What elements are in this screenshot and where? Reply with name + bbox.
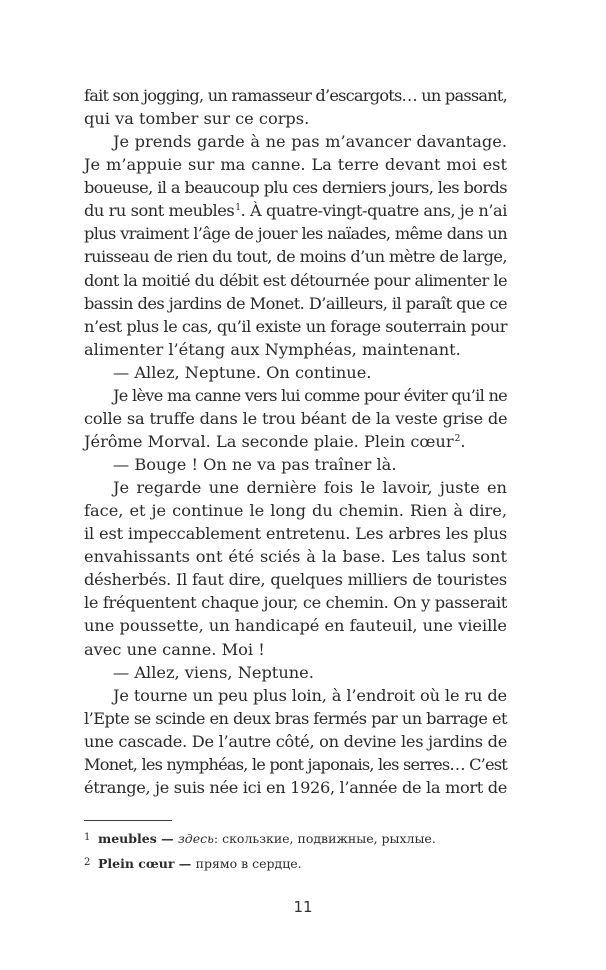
line-text: une cascade. De l’autre côté, on devine les jardins de	[84, 731, 507, 751]
line-text: Je m’appuie sur ma canne. La terre devant moi est	[84, 155, 507, 175]
line-text: boueuse, il a beaucoup plu ces derniers jours, les bords	[84, 178, 507, 198]
line-text: Jérôme Morval. La seconde plaie. Plein cœur	[84, 431, 454, 451]
text-line	[84, 315, 507, 338]
page-number: 11	[293, 898, 313, 916]
text-line	[84, 730, 507, 753]
line-text: Je lève ma canne vers lui comme pour éviter qu’il ne	[113, 385, 507, 405]
line-text: le fréquentent chaque jour, ce chemin. On y passerait	[84, 593, 507, 613]
text-line	[84, 130, 507, 153]
text-line	[84, 499, 507, 522]
line-text: ruisseau de rien du tout, de moins d’un mètre de large,	[84, 247, 507, 267]
line-text: — Bouge ! On ne va pas traîner là.	[113, 455, 397, 474]
footnote-rule	[84, 820, 172, 821]
line-text: une poussette, un handicapé en fauteuil, une vieille	[84, 616, 507, 636]
footnote	[84, 826, 524, 851]
text-line	[84, 661, 507, 684]
line-text: — Allez, Neptune. On continue.	[113, 362, 372, 382]
text-line	[84, 568, 507, 591]
text-line	[84, 453, 507, 476]
text-line	[84, 107, 507, 130]
text-line	[84, 361, 507, 384]
text-line	[84, 292, 507, 315]
text-line	[84, 638, 507, 661]
line-text-after-footnote: . À quatre-vingt-quatre ans, je n’ai	[240, 201, 507, 221]
text-line	[84, 176, 507, 199]
line-text: Je regarde une dernière fois le lavoir, juste en	[113, 478, 507, 498]
footnote-dash: —	[174, 856, 196, 871]
line-text: Je tourne un peu plus loin, à l’endroit où le ru de	[113, 685, 507, 705]
line-text: l’Epte se scinde en deux bras fermés par un barrage et	[84, 708, 507, 728]
text-line	[84, 707, 507, 730]
text-line	[84, 384, 507, 407]
text-line	[84, 269, 507, 292]
line-text: plus vraiment l’âge de jouer les naïades, même dans un	[84, 224, 507, 244]
footnote-reference[interactable]: 1	[235, 203, 241, 214]
text-line	[84, 476, 507, 499]
text-line	[84, 591, 507, 614]
line-text: n’est plus le cas, qu’il existe un forage souterrain pour	[84, 316, 507, 336]
line-text: Monet, les nymphéas, le pont japonais, les serres… C’est	[84, 754, 507, 774]
footnote-reference[interactable]: 2	[454, 433, 461, 444]
text-line	[84, 684, 507, 707]
line-text: avec une canne. Moi !	[84, 639, 265, 659]
text-line	[84, 199, 507, 222]
footnote-dash: —	[156, 831, 178, 846]
body-text	[84, 84, 507, 799]
footnote-translation: прямо в сердце.	[195, 856, 302, 871]
footnote-number: 1	[84, 832, 91, 843]
text-line	[84, 776, 507, 799]
line-text: étrange, je suis née ici en 1926, l’année de la mort de	[84, 777, 507, 797]
line-text: alimenter l’étang aux Nymphéas, maintenant.	[84, 339, 461, 359]
text-line	[84, 84, 507, 107]
footnote-number: 2	[84, 857, 91, 868]
text-line	[84, 245, 507, 268]
line-text: colle sa truffe dans le trou béant de la veste grise de	[84, 408, 508, 428]
line-text: dont la moitié du débit est détournée pour alimenter le	[84, 270, 507, 290]
line-text: il est impeccablement entretenu. Les arbres les plus	[84, 524, 507, 544]
line-text-after-footnote: .	[460, 431, 466, 451]
line-text: bassin des jardins de Monet. D’ailleurs, il paraît que ce	[84, 293, 507, 313]
line-text: envahissants ont été sciés à la base. Les talus sont	[84, 547, 507, 567]
line-text: face, et je continue le long du chemin. Rien à dire,	[84, 501, 507, 521]
footnote-term: Plein cœur	[98, 856, 175, 871]
text-line	[84, 545, 507, 568]
line-text: Je prends garde à ne pas m’avancer davantage.	[113, 132, 507, 152]
text-line	[84, 338, 507, 361]
line-text: du ru sont meubles	[84, 201, 235, 221]
footnote-term: meubles	[98, 831, 157, 846]
text-line	[84, 614, 507, 637]
text-line	[84, 153, 507, 176]
line-text: désherbés. Il faut dire, quelques milliers de touristes	[84, 570, 508, 590]
footnotes	[84, 826, 524, 876]
line-text: — Allez, viens, Neptune.	[113, 662, 314, 682]
line-text: fait son jogging, un ramasseur d’escargots… un passant,	[84, 86, 507, 105]
footnote-translation: : скользкие, подвижные, рыхлые.	[213, 831, 436, 846]
footnote-italic-note: здесь	[177, 831, 214, 846]
footnote	[84, 851, 524, 876]
text-line	[84, 753, 507, 776]
text-line	[84, 407, 507, 430]
line-text: qui va tomber sur ce corps.	[84, 109, 310, 129]
text-line	[84, 222, 507, 245]
text-line	[84, 430, 507, 453]
text-line	[84, 522, 507, 545]
